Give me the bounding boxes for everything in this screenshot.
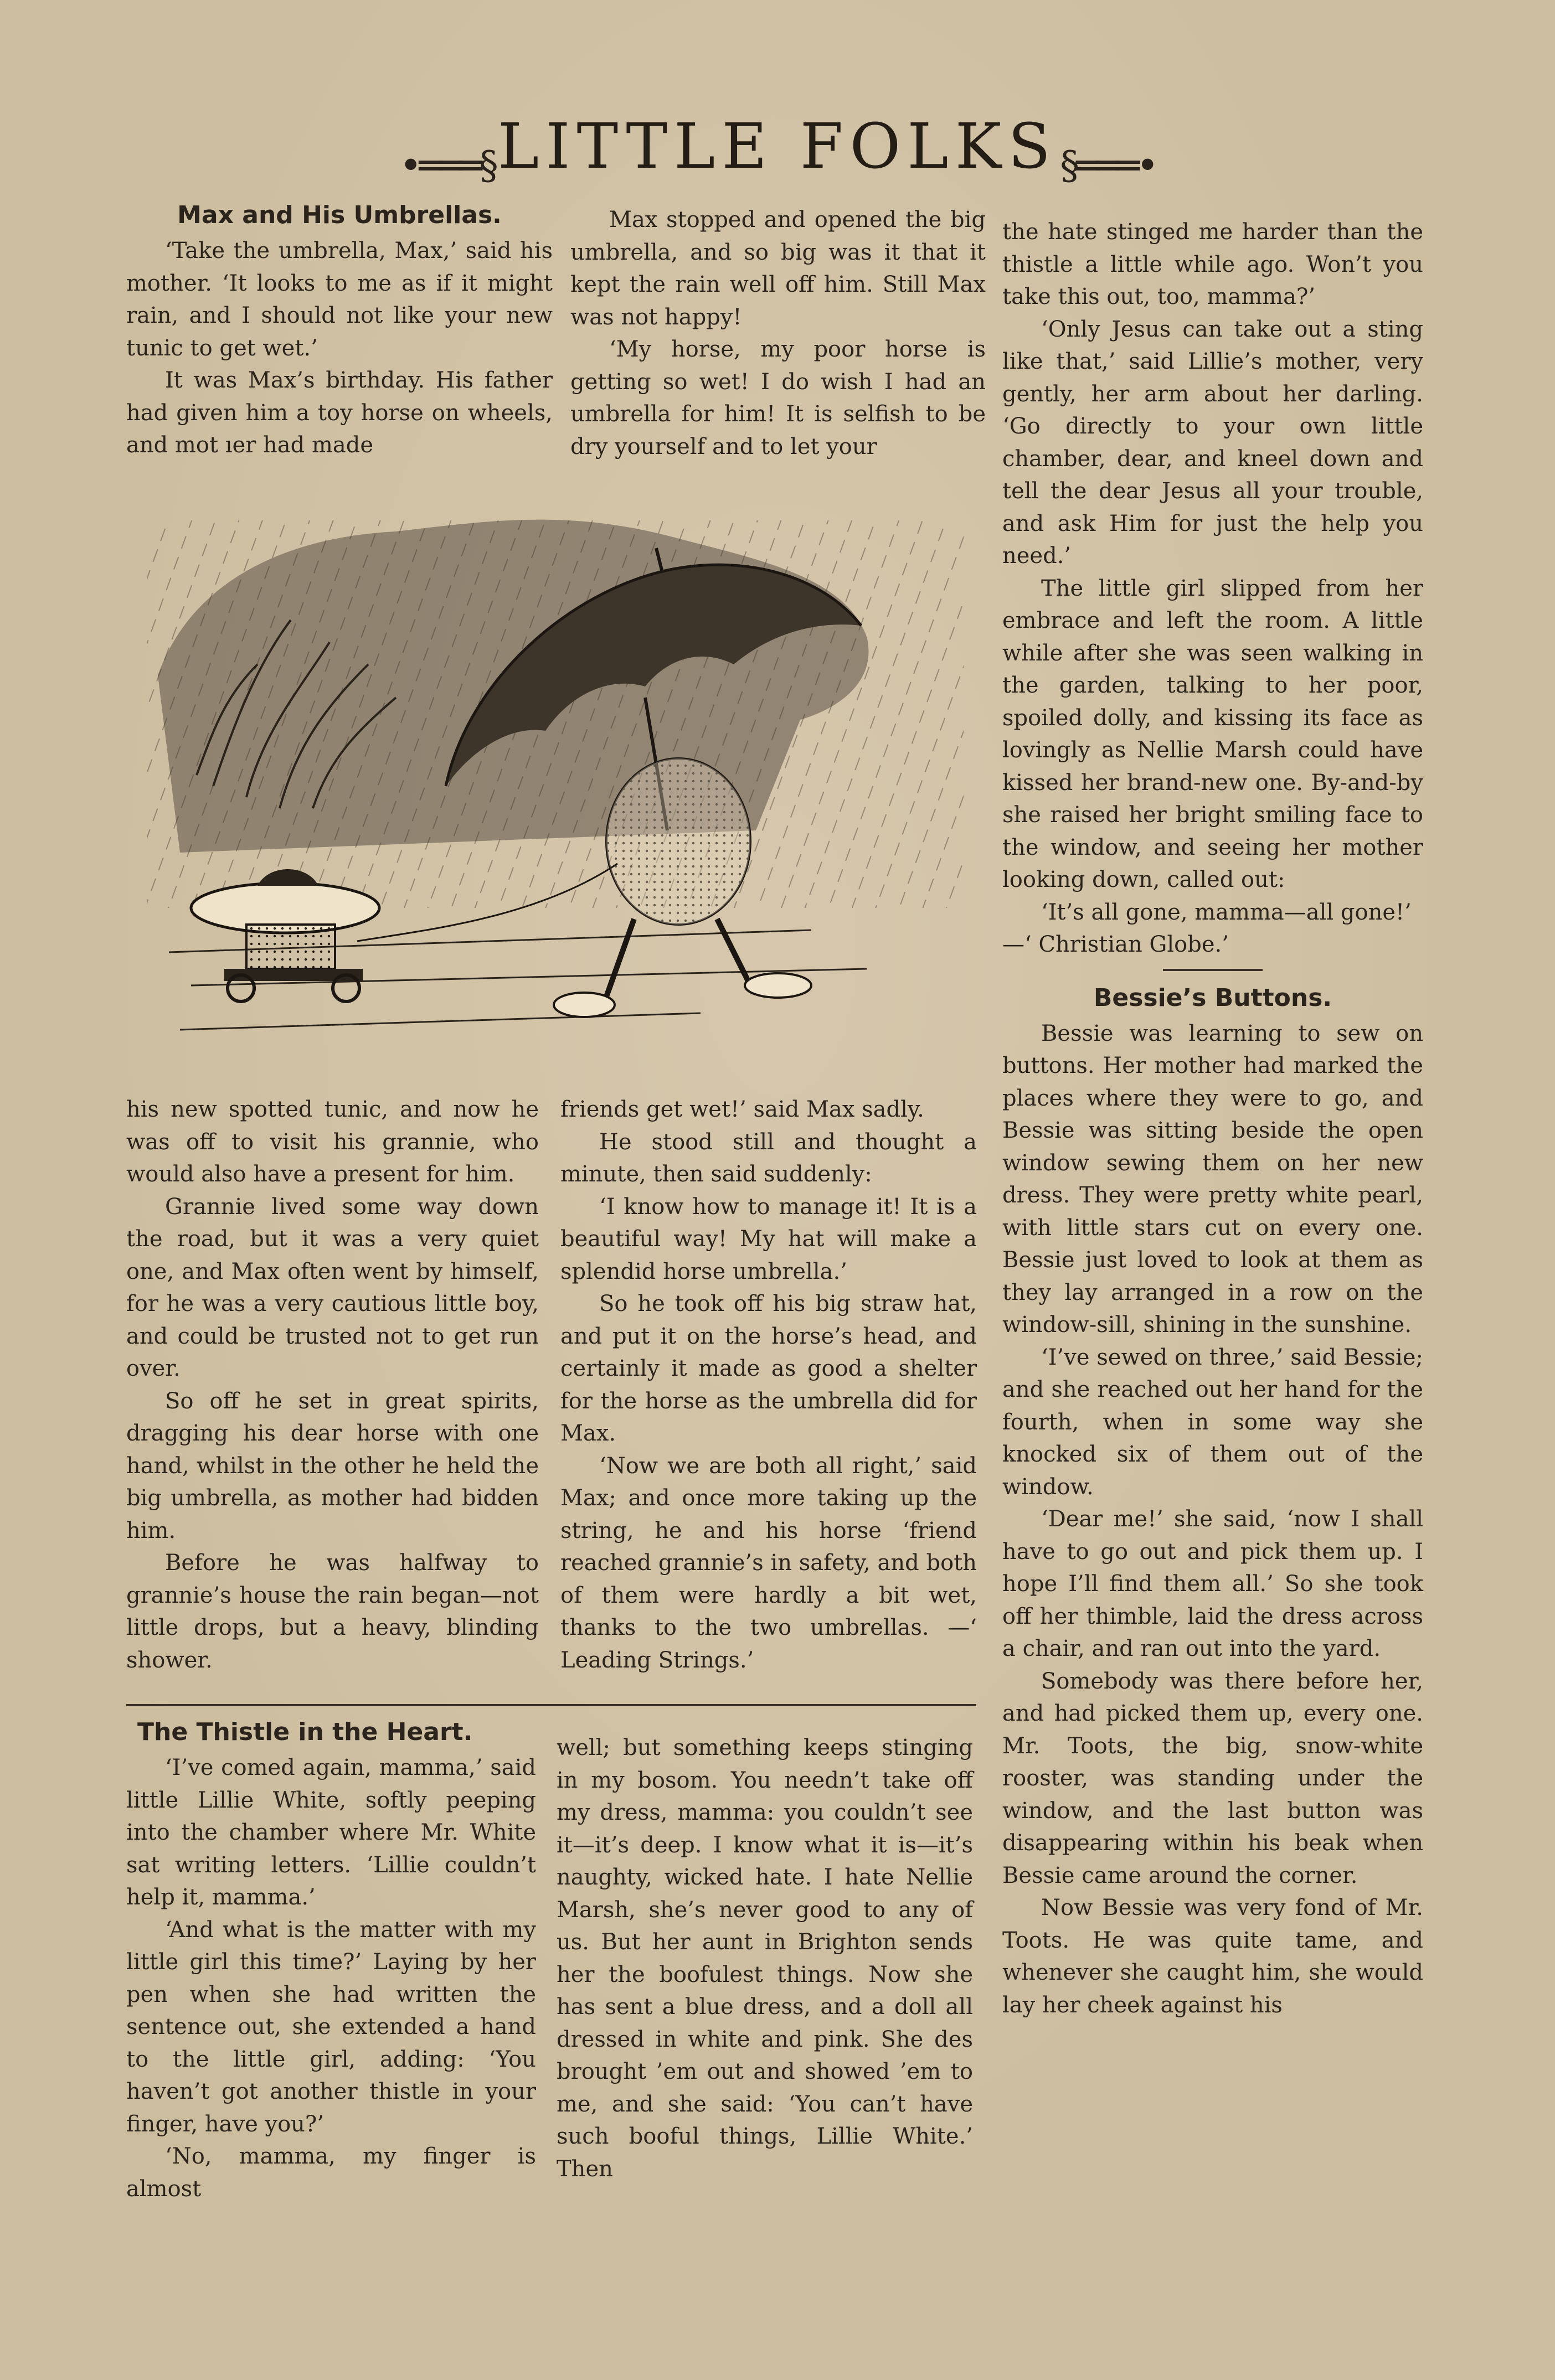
paragraph: the hate stinged me harder than the thistle a little while ago. Won’t you take this out, too, mamma?’ xyxy=(1002,219,1423,309)
paragraph: his new spotted tunic, and now he was off to visit his grannie, who would also have a present for him. xyxy=(126,1097,539,1187)
paragraph: Somebody was there before her, and had picked them up, every one. Mr. Toots, the big, snow-white rooster, was standing under the window, and the last button was disappearing within his beak when Bessie came around the corner. xyxy=(1002,1668,1423,1888)
section-divider-short xyxy=(1163,969,1263,971)
paragraph: Before he was halfway to grannie’s house the rain began—not little drops, but a heavy, blinding shower. xyxy=(126,1550,539,1673)
column-3 xyxy=(1002,216,1423,2021)
paragraph: Bessie was learning to sew on buttons. Her mother had marked the places where they were to go, and Bessie was sitting beside the open window sewing them on her new dress. They were pretty white pearl, with little stars cut on every one. Bessie just loved to look at them as they lay arranged in a row on the window-sill, shining in the sunshine. xyxy=(1002,1020,1423,1338)
max-col2-bottom xyxy=(560,1093,977,1676)
max-col1-bottom xyxy=(126,1093,539,1676)
thistle-col2 xyxy=(557,1732,973,2185)
paragraph: ‘Only Jesus can take out a sting like that,’ said Lillie’s mother, very gently, her arm about her darling. ‘Go directly to your own little chamber, dear, and kneel down and tell the dear Jesus all your trouble, and ask Him for just the help you need.’ xyxy=(1002,316,1423,569)
paragraph: ‘I’ve comed again, mamma,’ said little Lillie White, softly peeping into the chamber where Mr. White sat writing letters. ‘Lillie couldn’t help it, mamma.’ xyxy=(126,1755,536,1910)
thistle-col1 xyxy=(126,1715,536,2205)
paragraph: Max stopped and opened the big umbrella, and so big was it that it kept the rain well off him. Still Max was not happy! xyxy=(570,207,986,330)
max-col1-top xyxy=(126,198,553,462)
paragraph: ‘It’s all gone, mamma—all gone!’ xyxy=(1041,899,1412,925)
paragraph: So he took off his big straw hat, and put it on the horse’s head, and certainly it made as good a shelter for the horse as the umbrella did for Max. xyxy=(560,1291,977,1446)
section-divider xyxy=(126,1704,976,1706)
paragraph: ‘Take the umbrella, Max,’ said his mother. ‘It looks to me as if it might rain, and I should not like your new tunic to get wet.’ xyxy=(126,238,553,361)
paragraph: ‘Dear me!’ she said, ‘now I shall have to go out and pick them up. I hope I’ll find them all.’ So she took off her thimble, laid the dress across a chair, and ran out into the yard. xyxy=(1002,1506,1423,1661)
paragraph: The little girl slipped from her embrace and left the room. A little while after she was seen walking in the garden, talking to her poor, spoiled dolly, and kissing its face as lovingly as Nellie Marsh could have kissed her brand-new one. By-and-by she raised her bright smiling face to the window, and seeing her mother looking down, called out: xyxy=(1002,575,1423,892)
paragraph: ‘And what is the matter with my little girl this time?’ Laying by her pen when she had written the sentence out, she extended a hand to the little girl, adding: ‘You haven’t got another thistle in your finger, have you?’ xyxy=(126,1917,536,2137)
ornament-right-icon: §═══• xyxy=(1060,142,1156,188)
ornament-left-icon: •═══§ xyxy=(399,142,495,188)
paragraph: He stood still and thought a minute, then said suddenly: xyxy=(560,1129,977,1187)
paragraph: It was Max’s birthday. His father had given him a toy horse on wheels, and mot ıer had made xyxy=(126,368,553,458)
article-heading-bessie: Bessie’s Buttons. xyxy=(1093,983,1332,1012)
masthead xyxy=(0,105,1555,188)
paragraph: Now Bessie was very fond of Mr. Toots. He was quite tame, and whenever she caught him, she would lay her cheek against his xyxy=(1002,1895,1423,2018)
paragraph: friends get wet!’ said Max sadly. xyxy=(560,1097,924,1122)
page-title: LITTLE FOLKS xyxy=(497,111,1058,183)
paragraph: ‘I’ve sewed on three,’ said Bessie; and she reached out her hand for the fourth, when in some way she knocked six of them out of the window. xyxy=(1002,1344,1423,1500)
article-heading-thistle: The Thistle in the Heart. xyxy=(137,1718,473,1746)
paragraph: ‘My horse, my poor horse is getting so wet! I do wish I had an umbrella for him! It is selfish to be dry yourself and to let your xyxy=(570,337,986,460)
article-heading-max: Max and His Umbrellas. xyxy=(177,201,502,229)
umbrella-boy-illustration xyxy=(147,498,964,1052)
paragraph: ‘No, mamma, my finger is almost xyxy=(126,2144,536,2202)
attribution: —‘ Christian Globe.’ xyxy=(1002,932,1229,957)
paragraph: ‘Now we are both all right,’ said Max; and once more taking up the string, he and his horse ‘friend reached grannie’s in safety, and both of them were hardly a bit wet, thanks to the two umbrellas. —‘ Leading Strings.’ xyxy=(560,1453,977,1673)
paragraph: ‘I know how to manage it! It is a beautiful way! My hat will make a splendid horse umbrella.’ xyxy=(560,1194,977,1284)
max-col2-top xyxy=(570,204,986,463)
paragraph: Grannie lived some way down the road, but it was a very quiet one, and Max often went by himself, for he was a very cautious little boy, and could be trusted not to get run over. xyxy=(126,1194,539,1381)
paragraph: well; but something keeps stinging in my bosom. You needn’t take off my dress, mamma: you couldn’t see it—it’s deep. I know what it is—it’s naughty, wicked hate. I hate Nellie Marsh, she’s never good to any of us. But her aunt in Brighton sends her the boofulest things. Now she has sent a blue dress, and a doll all dressed in white and pink. She des brought ’em out and showed ’em to me, and she said: ‘You can’t have such booful things, Lillie White.’ Then xyxy=(557,1735,973,2182)
paragraph: So off he set in great spirits, dragging his dear horse with one hand, whilst in the other he held the big umbrella, as mother had bidden him. xyxy=(126,1388,539,1543)
